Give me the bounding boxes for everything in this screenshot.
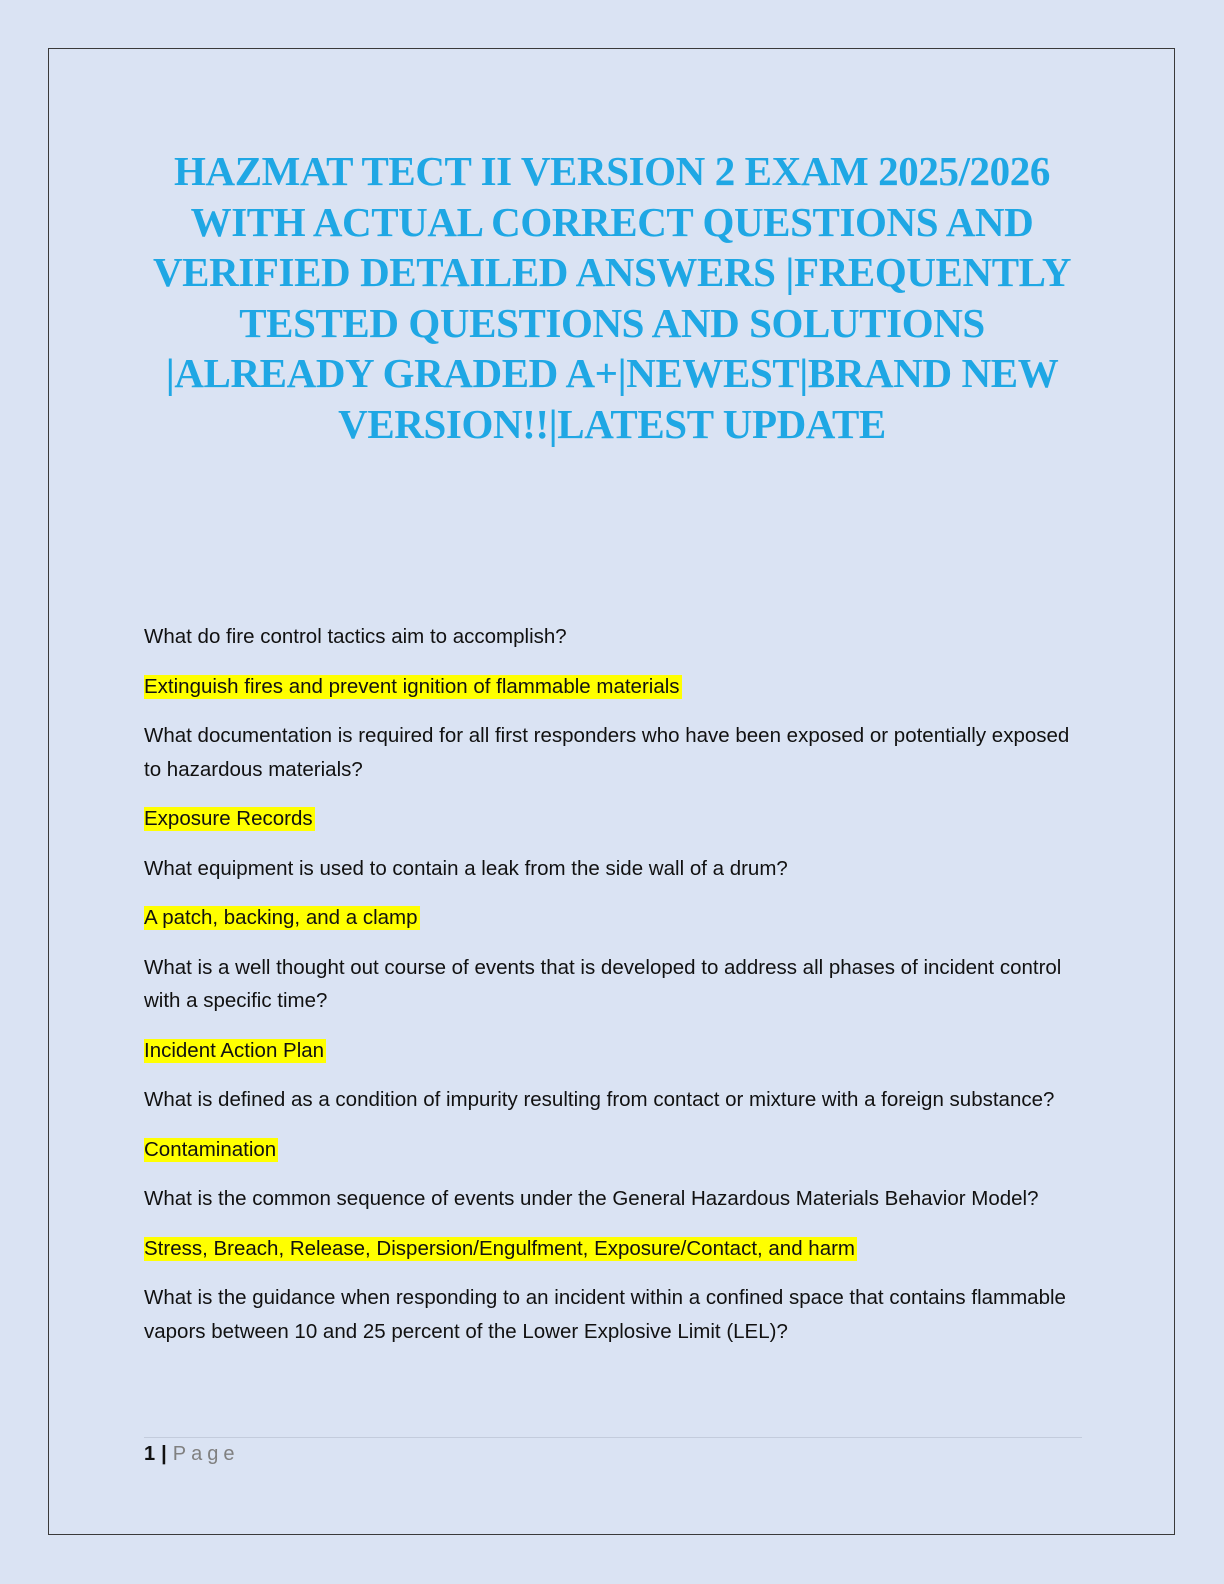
question-2: What documentation is required for all first responders who have been exposed or potentially exposed to hazardous materials? bbox=[144, 724, 1070, 781]
answer-5-row bbox=[144, 1133, 1084, 1167]
answer-6-row bbox=[144, 1232, 1084, 1266]
answer-4: Incident Action Plan bbox=[144, 1038, 325, 1062]
page-label: Page bbox=[172, 1443, 240, 1465]
question-3: What equipment is used to contain a leak from the side wall of a drum? bbox=[144, 856, 788, 880]
page-footer bbox=[144, 1440, 239, 1468]
question-6: What is the common sequence of events under the General Hazardous Materials Behavior Model? bbox=[144, 1187, 1039, 1210]
answer-2: Exposure Records bbox=[144, 807, 313, 830]
question-5: What is defined as a condition of impurity resulting from contact or mixture with a foreign substance? bbox=[144, 1088, 1055, 1111]
page-number: 1 bbox=[144, 1443, 156, 1465]
answer-3: A patch, backing, and a clamp bbox=[144, 906, 418, 929]
answer-5: Contamination bbox=[144, 1137, 277, 1161]
qa-list bbox=[144, 620, 1084, 1364]
answer-2-row bbox=[144, 802, 1084, 836]
answer-4-row bbox=[144, 1034, 1084, 1068]
footer-separator: | bbox=[161, 1443, 167, 1465]
answer-1: Extinguish fires and prevent ignition of flammable materials bbox=[144, 674, 680, 698]
document-title: HAZMAT TECT II VERSION 2 EXAM 2025/2026 WITH ACTUAL CORRECT QUESTIONS AND VERIFIED DETAILED ANSWERS |FREQUENTLY TESTED QUESTIONS AND SOLUTIONS |ALREADY GRADED A+|NEWEST|BRAND NEW VERSION!!|LATEST UPDATE bbox=[152, 148, 1072, 447]
answer-1-row bbox=[144, 670, 1084, 704]
question-7: What is the guidance when responding to an incident within a confined space that contains flammable vapors between 10 and 25 percent of the Lower Explosive Limit (LEL)? bbox=[144, 1286, 1066, 1343]
footer-divider bbox=[144, 1437, 1082, 1438]
question-1: What do fire control tactics aim to accomplish? bbox=[144, 625, 567, 648]
answer-3-row bbox=[144, 901, 1084, 935]
question-4: What is a well thought out course of events that is developed to address all phases of incident control with a specific time? bbox=[144, 955, 1062, 1012]
answer-6: Stress, Breach, Release, Dispersion/Engulfment, Exposure/Contact, and harm bbox=[144, 1236, 856, 1260]
